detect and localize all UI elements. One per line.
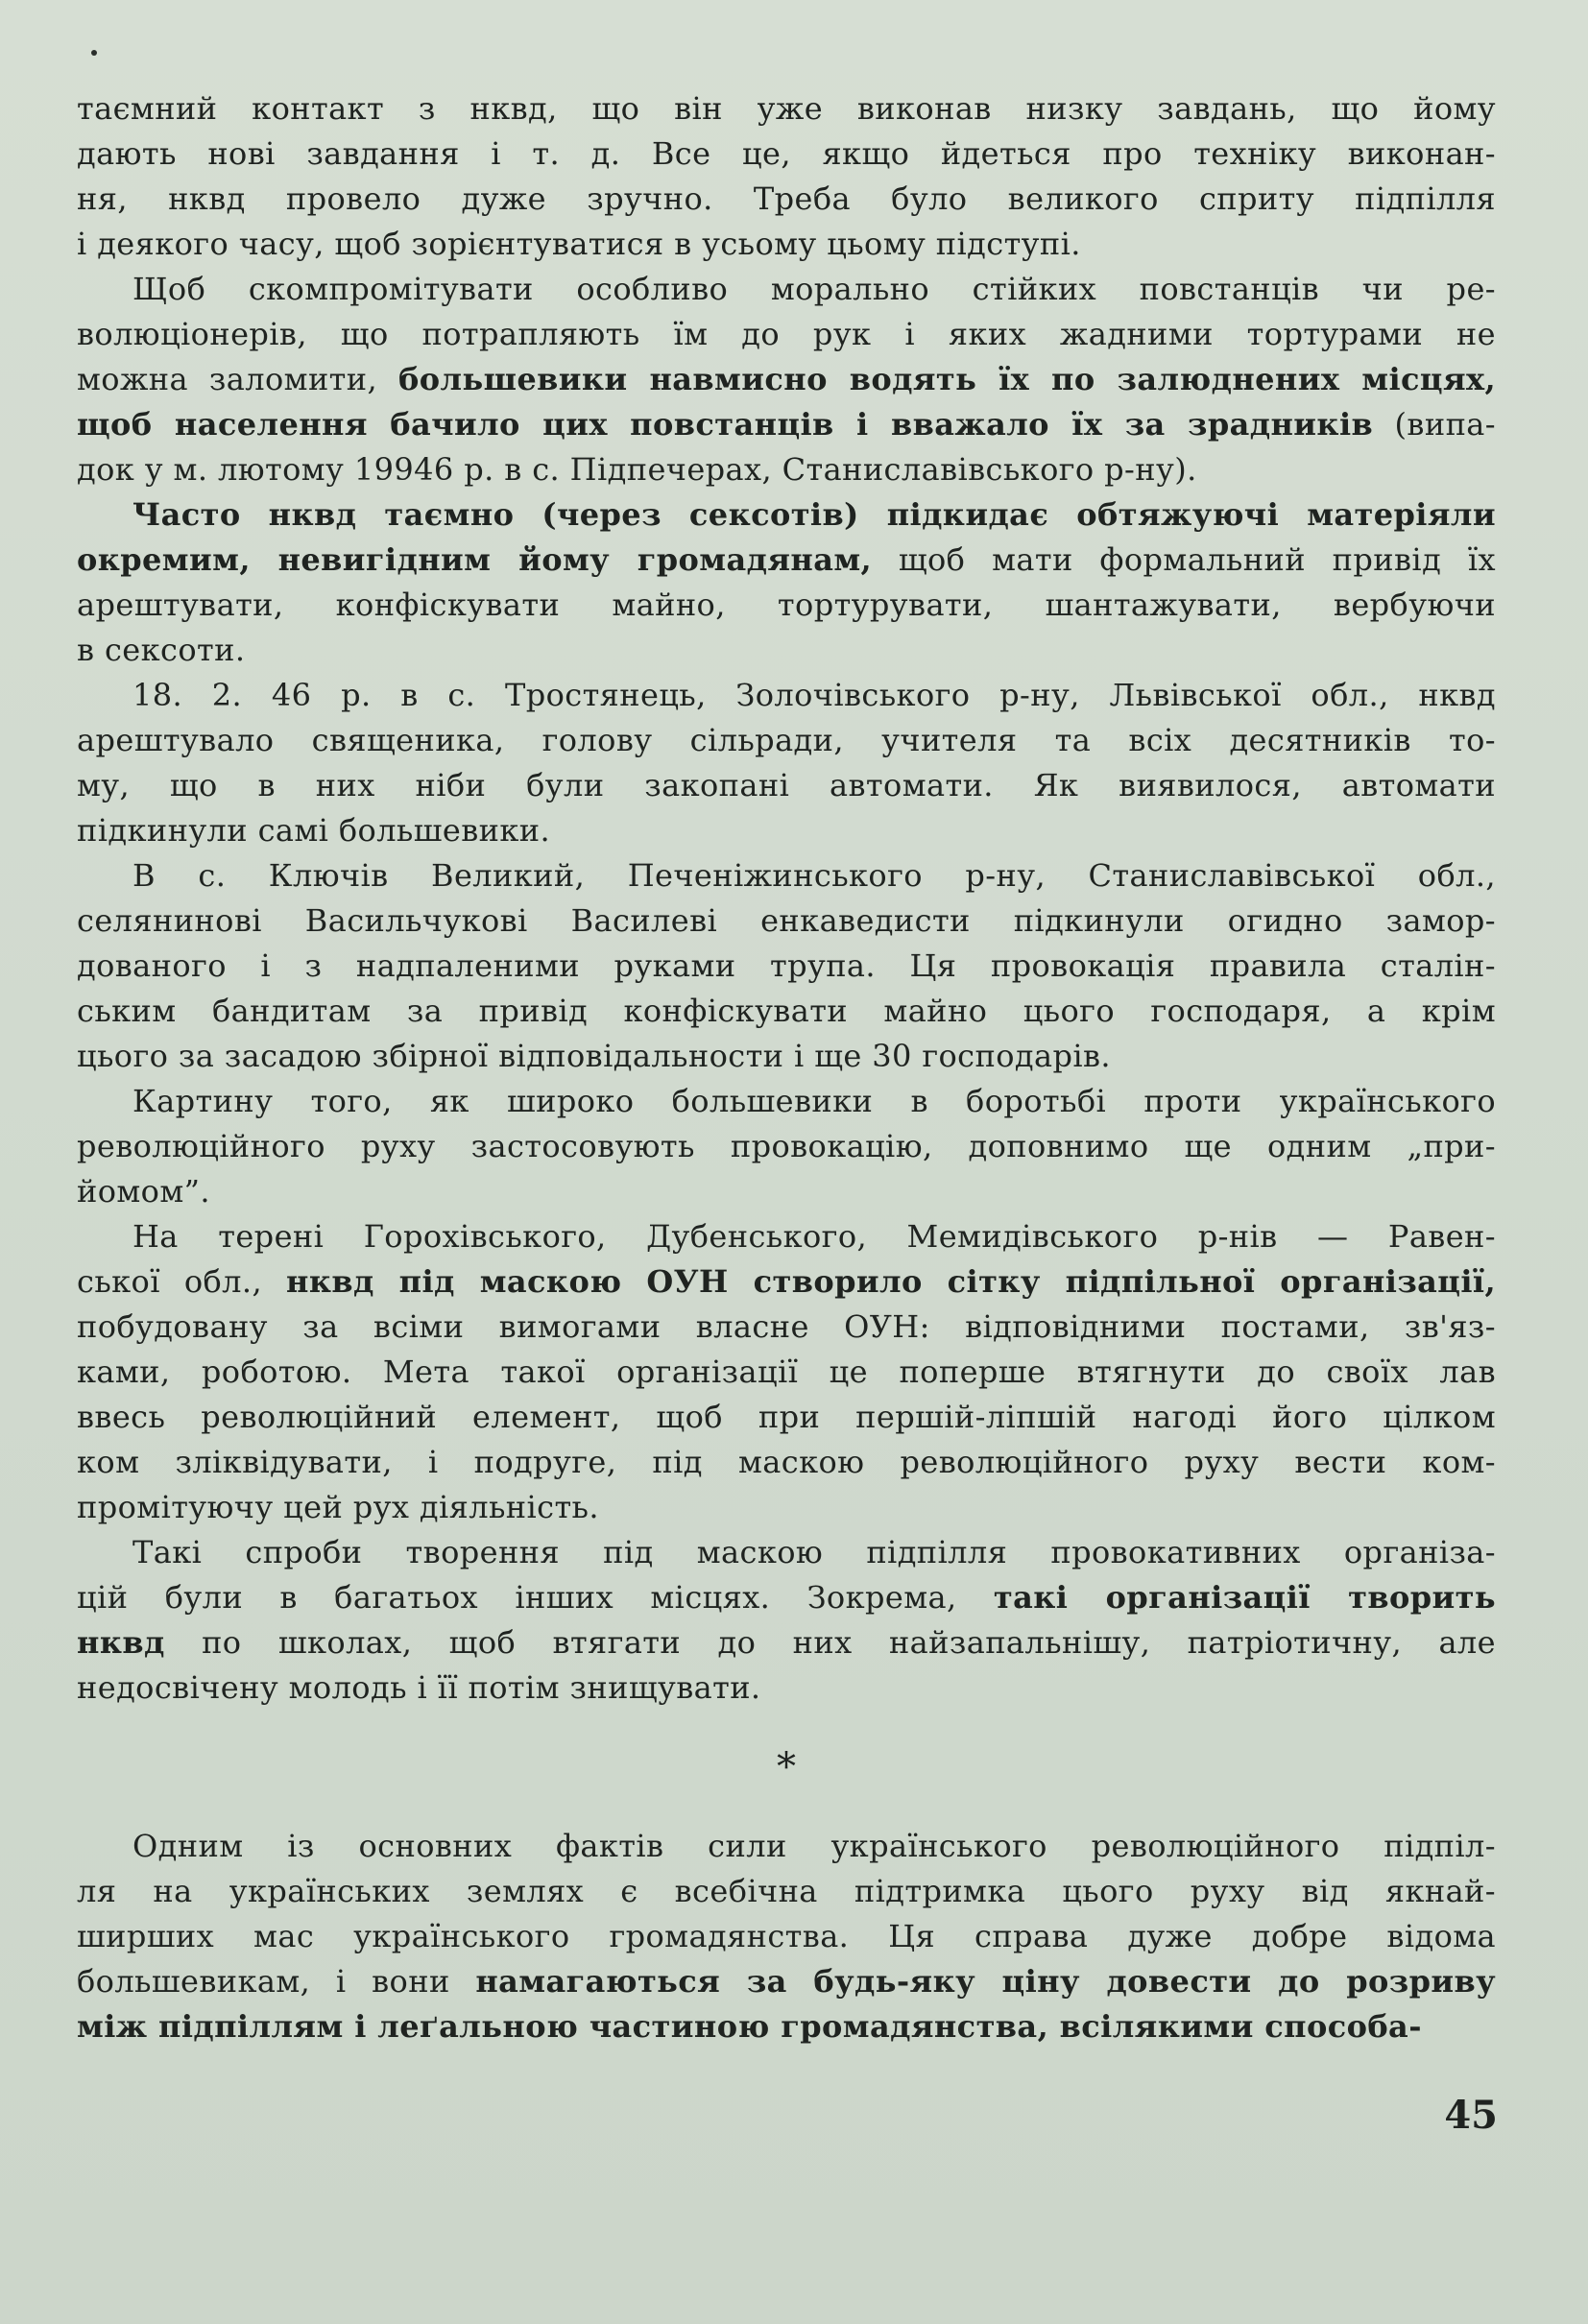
text-line — [77, 673, 1496, 718]
bold-text-run: нквд під маскою ОУН створило сітку підпільної організації, — [286, 1263, 1496, 1300]
bold-text-run: большевики навмисно водять їх по залюднених місцях, — [398, 361, 1497, 397]
bold-text-run: щоб населення бачило цих повстанців і вважало їх за зрадників — [77, 406, 1374, 443]
text-run: дають нові завдання і т. д. Все це, якщо йдеться про техніку виконан- — [77, 135, 1496, 172]
text-line — [77, 312, 1496, 357]
text-run: йомом”. — [77, 1173, 210, 1210]
section-separator: * — [777, 1745, 796, 1789]
text-run: арештувало священика, голову сільради, учителя та всіх десятників то- — [77, 722, 1496, 758]
bold-text-run: такі організації творить — [993, 1579, 1496, 1616]
text-run: щоб мати формальний привід їх — [872, 541, 1496, 578]
bold-text-run: Часто нквд таємно (через сексотів) підкидає обтяжуючі матеріяли — [132, 496, 1496, 533]
text-run: ширших мас українського громадянства. Ця справа дуже добре відома — [77, 1918, 1496, 1954]
page-number: 45 — [1444, 2093, 1498, 2138]
text-line — [77, 492, 1496, 538]
paragraph — [77, 1824, 1496, 2049]
text-line — [77, 402, 1496, 447]
text-line — [77, 1620, 1496, 1665]
text-run: На терені Горохівського, Дубенського, Мемидівського р-нів — Равен- — [132, 1218, 1496, 1255]
text-line — [77, 447, 1496, 492]
text-run: промітуючу цей рух діяльність. — [77, 1489, 599, 1525]
text-run: ком зліквідувати, і подруге, під маскою революційного руху вести ком- — [77, 1444, 1496, 1480]
text-run: ввесь революційний елемент, щоб при першій-ліпшій нагоді його цілком — [77, 1399, 1496, 1435]
bold-text-run: нквд — [77, 1624, 165, 1661]
text-run: док у м. лютому 19946 р. в с. Підпечерах, Станиславівського р-ну). — [77, 451, 1197, 488]
print-mark — [91, 50, 97, 56]
text-run: ським бандитам за привід конфіскувати майно цього господаря, а крім — [77, 993, 1496, 1029]
paragraph — [77, 853, 1496, 1079]
text-run: цього за засадою збірної відповідальности і ще 30 господарів. — [77, 1038, 1111, 1074]
text-run: 18. 2. 46 р. в с. Тростянець, Золочівського р-ну, Львівської обл., нквд — [132, 677, 1496, 713]
text-line — [77, 1214, 1496, 1259]
text-line — [77, 628, 1496, 673]
text-line — [77, 1034, 1496, 1079]
text-run: революційного руху застосовують провокацію, доповнимо ще одним „при- — [77, 1128, 1496, 1164]
text-line — [77, 583, 1496, 628]
text-line — [77, 1079, 1496, 1124]
text-run: цій були в багатьох інших місцях. Зокрема, — [77, 1579, 994, 1616]
text-run: Щоб скомпромітувати особливо морально стійких повстанців чи ре- — [132, 271, 1496, 307]
text-line — [77, 853, 1496, 898]
text-line — [77, 1305, 1496, 1350]
text-run: по школах, щоб втягати до них найзапальнішу, патріотичну, але — [164, 1624, 1496, 1661]
text-run: арештувати, конфіскувати майно, тортурувати, шантажувати, вербуючи — [77, 587, 1496, 623]
paragraph — [77, 86, 1496, 267]
text-line — [77, 718, 1496, 763]
text-line — [77, 1259, 1496, 1305]
bold-text-run: окремим, невигідним йому громадянам, — [77, 541, 873, 578]
text-line — [77, 1395, 1496, 1440]
text-run: можна заломити, — [77, 361, 399, 397]
text-line — [77, 1169, 1496, 1214]
text-run: недосвічену молодь і її потім знищувати. — [77, 1669, 761, 1706]
text-line — [77, 1869, 1496, 1914]
text-run: Картину того, як широко большевики в боротьбі проти українського — [132, 1083, 1496, 1119]
text-run: побудовану за всіми вимогами власне ОУН: відповідними постами, зв'яз- — [77, 1308, 1496, 1345]
text-line — [77, 1959, 1496, 2004]
paragraph — [77, 267, 1496, 492]
paragraph — [77, 1079, 1496, 1214]
text-run: му, що в них ніби були закопані автомати. Як виявилося, автомати — [77, 767, 1496, 803]
text-run: волюціонерів, що потрапляють їм до рук і яких жадними тортурами не — [77, 316, 1496, 352]
text-line — [77, 1914, 1496, 1959]
text-line — [77, 132, 1496, 177]
text-run: В с. Ключів Великий, Печеніжинського р-ну, Станиславівської обл., — [132, 857, 1496, 894]
text-line — [77, 177, 1496, 222]
text-run: ської обл., — [77, 1263, 287, 1300]
text-line — [77, 944, 1496, 989]
body-text — [77, 86, 1496, 2049]
text-run: ками, роботою. Мета такої організації це поперше втягнути до своїх лав — [77, 1354, 1496, 1390]
text-line — [77, 86, 1496, 132]
text-line — [77, 357, 1496, 402]
text-run: (випа- — [1373, 406, 1496, 443]
text-line — [77, 2004, 1496, 2049]
text-run: ля на українських землях є всебічна підтримка цього руху від якнай- — [77, 1873, 1496, 1909]
text-line — [77, 1350, 1496, 1395]
text-run: Одним із основних фактів сили українського революційного підпіл- — [132, 1828, 1496, 1864]
text-line — [77, 1124, 1496, 1169]
text-line — [77, 1575, 1496, 1620]
text-run: і деякого часу, щоб зорієнтуватися в усьому цьому підступі. — [77, 226, 1081, 262]
text-run: ня, нквд провело дуже зручно. Треба було великого сприту підпілля — [77, 180, 1496, 217]
text-line — [77, 538, 1496, 583]
bold-text-run: між підпіллям і леґальною частиною громадянства, всілякими способа- — [77, 2008, 1422, 2045]
text-line — [77, 222, 1496, 267]
text-line — [77, 1440, 1496, 1485]
text-line — [77, 1530, 1496, 1575]
text-line — [77, 267, 1496, 312]
text-run: большевикам, і вони — [77, 1963, 476, 2000]
text-run: селянинові Васильчукові Василеві енкаведисти підкинули огидно замор- — [77, 902, 1496, 939]
text-run: дованого і з надпаленими руками трупа. Ця провокація правила сталін- — [77, 947, 1496, 984]
text-run: в сексоти. — [77, 632, 246, 668]
text-line — [77, 1485, 1496, 1530]
text-line — [77, 763, 1496, 808]
paragraph — [77, 1530, 1496, 1711]
paragraph — [77, 673, 1496, 853]
text-run: таємний контакт з нквд, що він уже виконав низку завдань, що йому — [77, 90, 1496, 127]
paragraph — [77, 1214, 1496, 1530]
text-line — [77, 1824, 1496, 1869]
text-run: Такі спроби творення під маскою підпілля провокативних організа- — [132, 1534, 1496, 1570]
text-line — [77, 898, 1496, 944]
text-line — [77, 808, 1496, 853]
text-line — [77, 989, 1496, 1034]
text-run: підкинули самі большевики. — [77, 812, 551, 849]
bold-text-run: намагаються за будь-яку ціну довести до розриву — [475, 1963, 1496, 2000]
paragraph — [77, 492, 1496, 673]
text-line — [77, 1665, 1496, 1711]
